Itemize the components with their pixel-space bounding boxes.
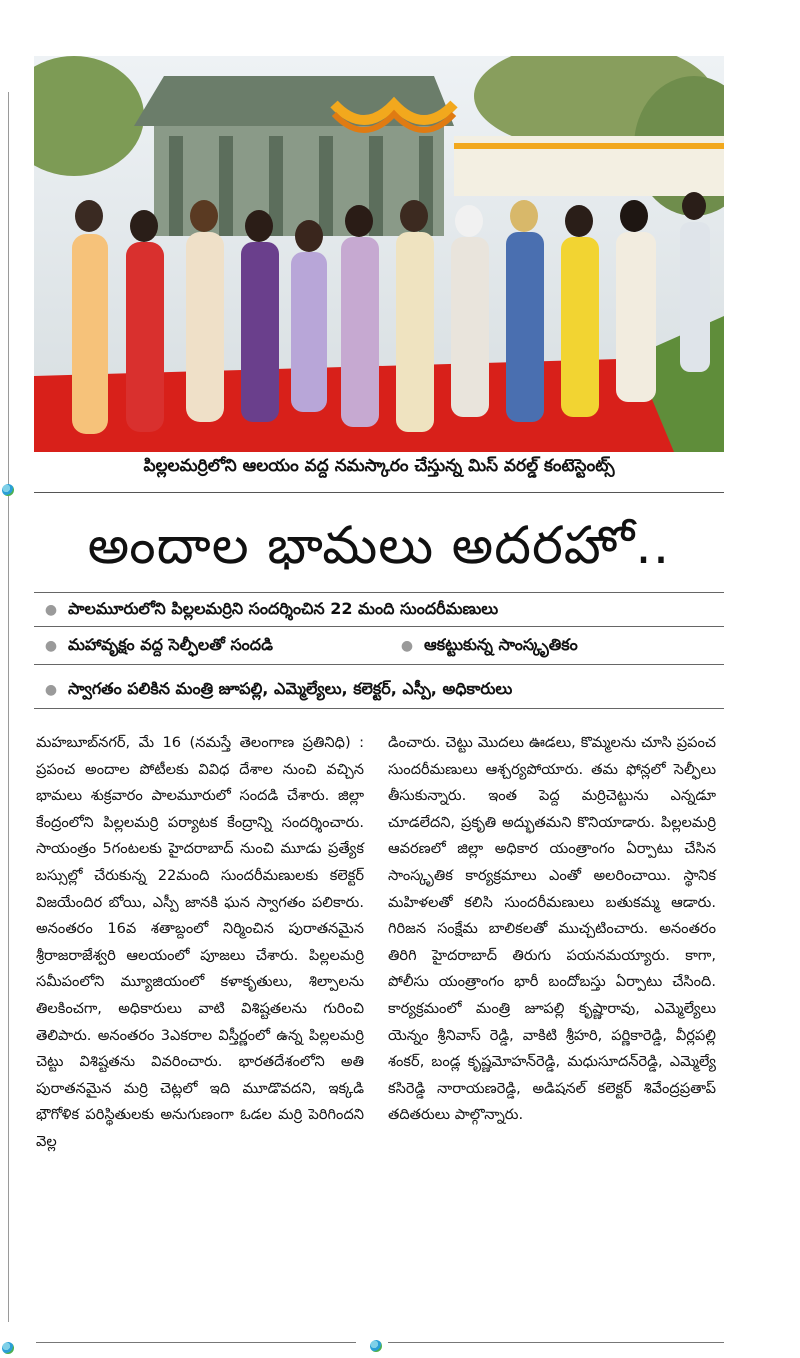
bullet-dot-icon: ● <box>44 682 58 698</box>
bullet-divider <box>34 626 724 627</box>
bullet-item <box>34 630 734 660</box>
column-bottom-rule <box>36 1342 356 1343</box>
bullet-text: మహావృక్షం వద్ద సెల్ఫీలతో సందడి <box>68 635 273 654</box>
bullet-text: పాలమూరులోని పిల్లలమర్రిని సందర్శించిన 22 మంది సుందరీమణులు <box>68 599 499 618</box>
bullet-text: ఆకట్టుకున్న సాంస్కృతికం <box>424 635 578 654</box>
bullet-item <box>34 674 734 704</box>
article-column-right <box>388 730 716 1129</box>
page-marker-dot-icon <box>2 484 14 496</box>
page-marker-dot-icon <box>370 1340 382 1352</box>
headline: అందాల భామలు అదరహో.. <box>87 516 671 576</box>
article-text: మహబూబ్‌నగర్, మే 16 (నమస్తే తెలంగాణ ప్రతినిధి) : ప్రపంచ అందాల పోటీలకు వివిధ దేశాల నుంచి వచ్చిన భామలు శుక్రవారం పాలమూరులో సందడి చేశారు. జిల్లా కేంద్రంలోని పిల్లలమర్రి పర్యాటక కేంద్రాన్ని సందర్శించారు. సాయంత్రం 5గంటలకు హైదరాబాద్ నుంచి మూడు ప్రత్యేక బస్సుల్లో చేరుకున్న 22మంది సుందరీమణులకు కలెక్టర్ విజయేందిర బోయి, ఎస్పీ జానకి ఘన స్వాగతం పలికారు. అనంతరం 16వ శతాబ్దంలో నిర్మించిన పురాతనమైన శ్రీరాజరాజేశ్వరి ఆలయంలో పూజలు చేశారు. పిల్లలమర్రి సమీపంలోని మ్యూజియంలో కళాకృతులు, శిల్పాలను తిలకించగా, అధికారులు వాటి విశిష్టతలను గురించి తెలిపారు. అనంతరం 3ఎకరాల విస్తీర్ణంలో ఉన్న పిల్లలమర్రి చెట్టు విశిష్టతను వివరించారు. భారతదేశంలోని అతి పురాతనమైన మర్రి చెట్లలో ఇది మూడొవదని, ఇక్కడి భౌగోళిక పరిస్థితులకు అనుగుణంగా ఓడల మర్రి పెరిగిందని వెల్ల <box>36 734 364 1150</box>
column-bottom-rule <box>388 1342 724 1343</box>
bullet-text: స్వాగతం పలికిన మంత్రి జూపల్లి, ఎమ్మెల్యేలు, కలెక్టర్, ఎస్పీ, అధికారులు <box>68 679 513 698</box>
bullet-dot-icon: ● <box>400 638 414 654</box>
bullet-divider <box>34 708 724 709</box>
article-text: డించారు. చెట్టు మొదలు ఊడలు, కొమ్మలను చూసి ప్రపంచ సుందరీమణులు ఆశ్చర్యపోయారు. తమ ఫోన్లలో సెల్ఫీలు తీసుకున్నారు. ఇంత పెద్ద మర్రిచెట్టును ఎన్నడూ చూడలేదని, ప్రకృతి అద్భుతమని కొనియాడారు. పిల్లలమర్రి ఆవరణలో జిల్లా అధికార యంత్రాంగం ఏర్పాటు చేసిన సాంస్కృతిక కార్యక్రమాలు ఎంతో అలరించాయి. స్థానిక మహిళలతో కలిసి సుందరీమణులు బతుకమ్మ ఆడారు. గిరిజన సంక్షేమ బాలికలతో ముచ్చటించారు. అనంతరం తిరిగి హైదరాబాద్ తిరుగు పయనమయ్యారు. కాగా, పోలీసు యంత్రాంగం భారీ బందోబస్తు ఏర్పాటు చేసింది. కార్యక్రమంలో మంత్రి జూపల్లి కృష్ణారావు, ఎమ్మెల్యేలు యెన్నం శ్రీనివాస్ రెడ్డి, వాకిటి శ్రీహరి, పర్ణికారెడ్డి, వీర్లపల్లి శంకర్, బండ్ల కృష్ణమోహన్‌రెడ్డి, మధుసూదన్‌రెడ్డి, ఎమ్మెల్యే కసిరెడ్డి నారాయణరెడ్డి, అడిషనల్ కలెక్టర్ శివేంద్రప్రతాప్ తదితరులు పాల్గొన్నారు. <box>388 734 716 1124</box>
bullet-item <box>34 594 734 624</box>
photo-contestants-at-temple-icon <box>34 56 724 452</box>
left-margin-rule <box>8 92 9 1322</box>
bullet-divider <box>34 664 724 665</box>
photo-caption: పిల్లలమర్రిలోని ఆలయం వద్ద నమస్కారం చేస్తున్న మిస్ వరల్డ్ కంటెస్టెంట్స్ <box>143 456 615 476</box>
bullet-dot-icon: ● <box>44 638 58 654</box>
news-photo <box>34 56 724 452</box>
article-column-left <box>36 730 364 1156</box>
bullet-divider <box>34 592 724 593</box>
page-marker-dot-icon <box>2 1342 14 1354</box>
bullet-dot-icon: ● <box>44 602 58 618</box>
caption-divider <box>34 492 724 493</box>
